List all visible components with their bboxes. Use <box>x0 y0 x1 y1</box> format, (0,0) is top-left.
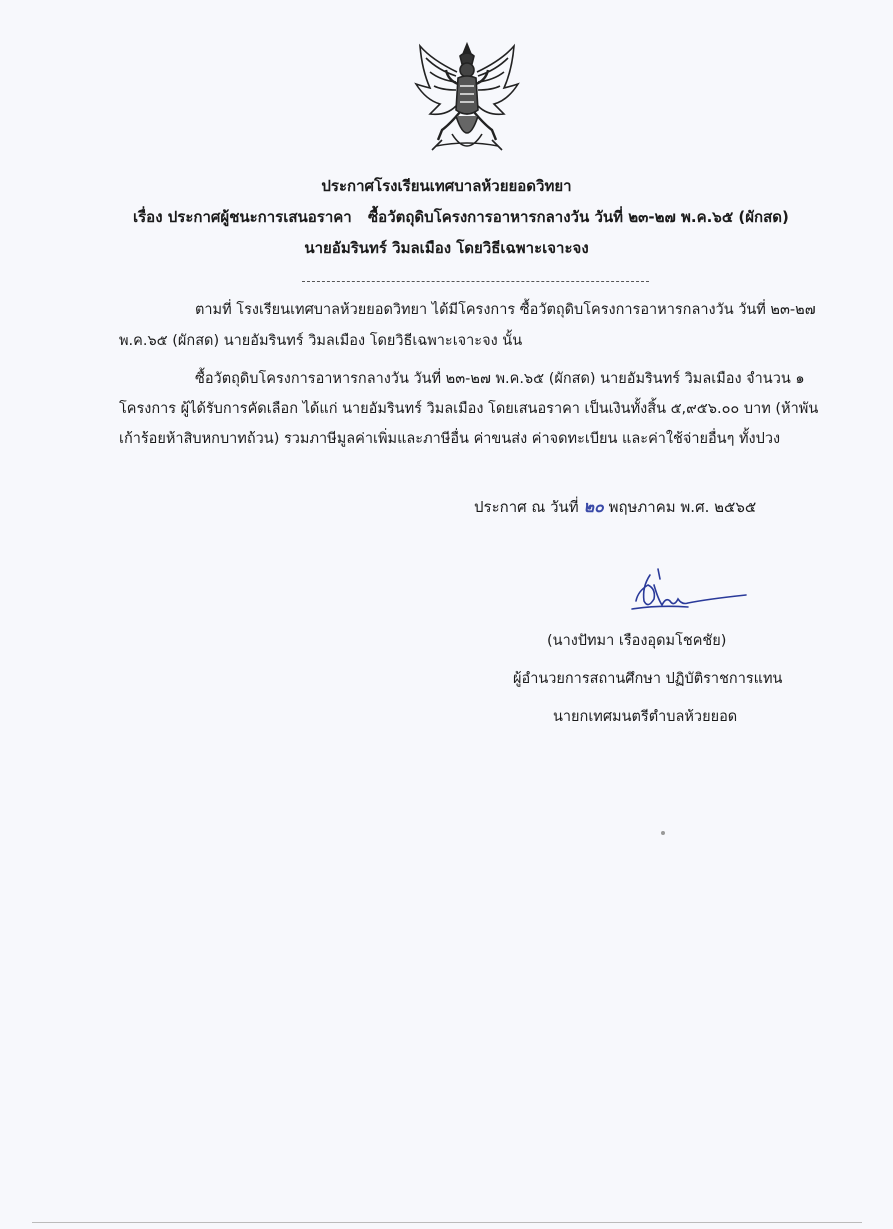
page-bottom-edge <box>32 1222 862 1223</box>
subject-label: เรื่อง ประกาศผู้ชนะการเสนอราคา <box>133 208 352 226</box>
body-paragraph-2-line-3: เก้าร้อยห้าสิบหกบาทถ้วน) รวมภาษีมูลค่าเพิ่มและภาษีอื่น ค่าขนส่ง ค่าจดทะเบียน และค่าใช้จ่ายอื่นๆ ทั้งปวง <box>119 431 781 447</box>
body-paragraph-2-line-1: ซื้อวัตถุดิบโครงการอาหารกลางวัน วันที่ ๒๓-๒๗ พ.ค.๖๕ (ผักสด) นายอัมรินทร์ วิมลเมือง จำนวน ๑ <box>195 371 805 387</box>
document-title: ประกาศโรงเรียนเทศบาลห้วยยอดวิทยา <box>321 177 572 195</box>
body-paragraph-2-line-2: โครงการ ผู้ได้รับการคัดเลือก ได้แก่ นายอัมรินทร์ วิมลเมือง โดยเสนอราคา เป็นเงินทั้งสิ้น ๕,๙๕๖.๐๐ บาท (ห้าพัน <box>119 401 819 417</box>
subject-line-1: ซื้อวัตถุดิบโครงการอาหารกลางวัน วันที่ ๒๓-๒๗ พ.ค.๖๕ (ผักสด) <box>368 208 789 226</box>
announcement-day: ๒๐ <box>583 497 604 516</box>
body-paragraph-1-line-1: ตามที่ โรงเรียนเทศบาลห้วยยอดวิทยา ได้มีโครงการ ซื้อวัตถุดิบโครงการอาหารกลางวัน วันที่ ๒๓-๒๗ <box>195 302 816 318</box>
subject-line-2: นายอัมรินทร์ วิมลเมือง โดยวิธีเฉพาะเจาะจง <box>304 239 589 257</box>
garuda-emblem-icon <box>412 40 522 160</box>
scan-speck <box>661 831 665 835</box>
signature-icon <box>618 565 753 637</box>
announcement-month-year: พฤษภาคม พ.ศ. ๒๕๖๕ <box>608 498 757 516</box>
announcement-date <box>474 495 756 520</box>
signatory-position-1: ผู้อำนวยการสถานศึกษา ปฏิบัติราชการแทน <box>513 671 783 687</box>
header-divider <box>302 281 649 282</box>
signatory-name: (นางปัทมา เรืองอุดมโชคชัย) <box>547 633 727 649</box>
announcement-prefix: ประกาศ ณ วันที่ <box>474 498 579 516</box>
body-paragraph-1-line-2: พ.ค.๖๕ (ผักสด) นายอัมรินทร์ วิมลเมือง โดยวิธีเฉพาะเจาะจง นั้น <box>119 333 523 349</box>
signatory-position-2: นายกเทศมนตรีตำบลห้วยยอด <box>553 709 738 725</box>
